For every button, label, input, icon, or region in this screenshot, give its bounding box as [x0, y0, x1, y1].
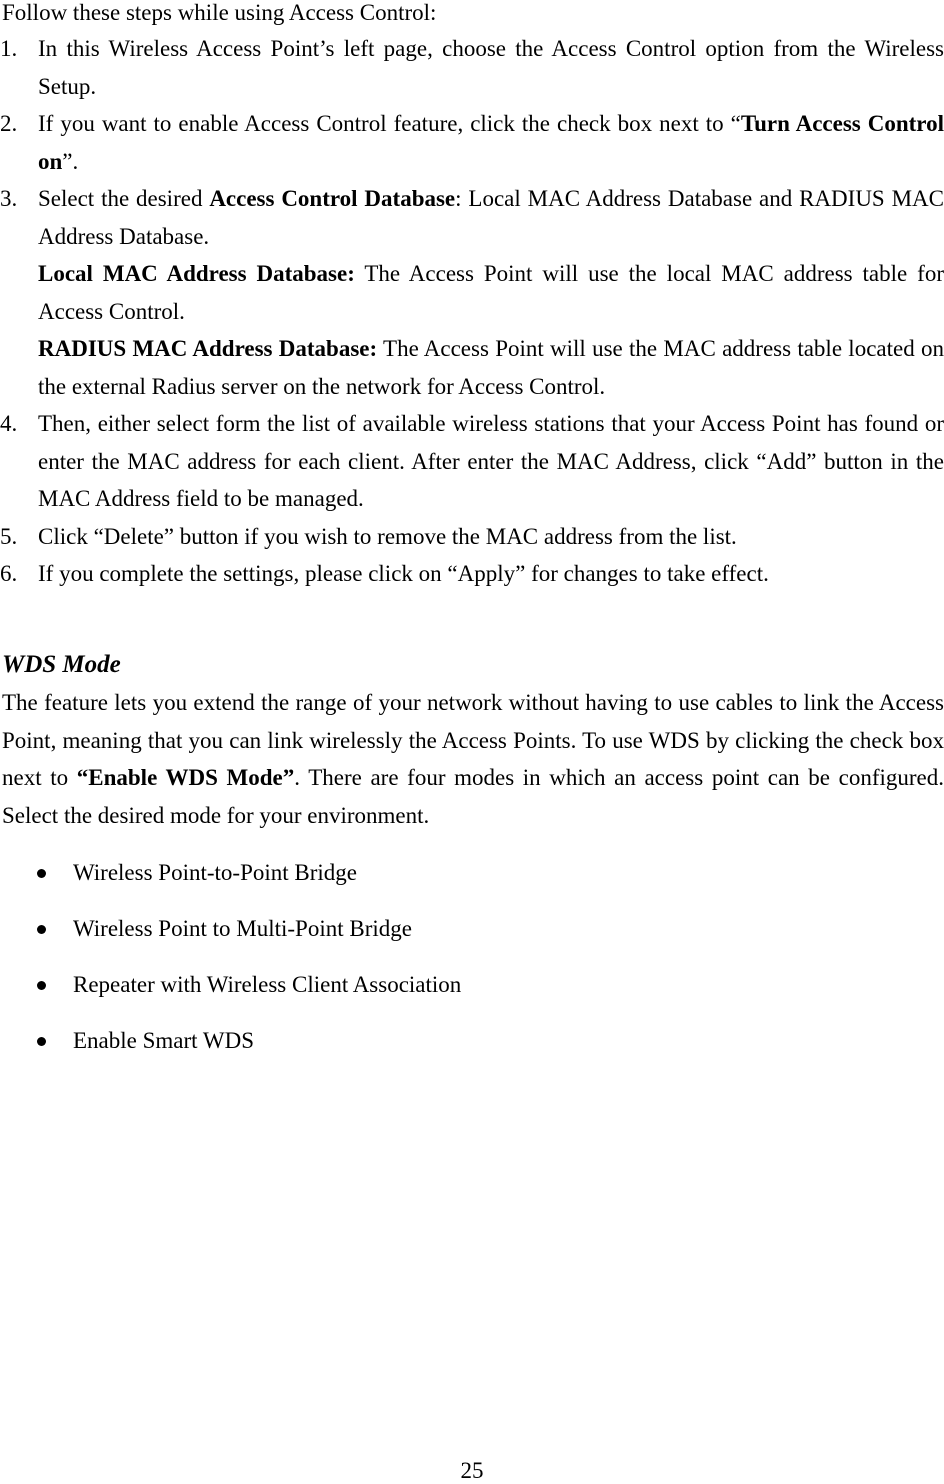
- step-text: Then, either select form the list of available wireless stations that your Access Point has found or enter the MAC address for each client. After enter the MAC Address, click “Add” button in the MAC Address field to be managed.: [38, 411, 944, 511]
- step-item: [0, 518, 944, 556]
- step-text: If you want to enable Access Control feature, click the check box next to “: [38, 111, 741, 136]
- list-item: [0, 854, 944, 910]
- step-text: In this Wireless Access Point’s left page, choose the Access Control option from the Wireless Setup.: [38, 36, 944, 99]
- wds-text: The feature lets you extend the range of your network without having to use cables to link the Access Point, meaning that you can link wirelessly the Access Points. To use WDS by clicking the check box next to: [2, 690, 944, 790]
- section-heading-wds: WDS Mode: [2, 651, 121, 678]
- sub-text: The Access Point will use the MAC address table located on the external Radius server on the network for Access Control.: [38, 336, 944, 399]
- step-text-tail: ”.: [62, 148, 79, 174]
- step-number: 5.: [0, 523, 18, 549]
- list-item: [0, 1022, 944, 1078]
- step-number: 2.: [0, 111, 18, 136]
- wds-paragraph: [2, 684, 944, 834]
- step-item: [0, 555, 944, 593]
- step-number: 3.: [0, 186, 18, 211]
- bullet-dot-icon: [37, 869, 46, 878]
- step-text: Click “Delete” button if you wish to remove the MAC address from the list.: [38, 523, 737, 549]
- step-item: [0, 30, 944, 105]
- wds-text-tail: . There are four modes in which an access point can be configured. Select the desired mode for your environment.: [2, 765, 944, 828]
- step-text: Select the desired: [38, 186, 210, 211]
- step-item: [0, 105, 944, 180]
- page-number: 25: [460, 1458, 484, 1483]
- steps-list: [0, 30, 944, 593]
- step-item: [0, 405, 944, 518]
- step-number: 4.: [0, 411, 18, 436]
- step-number: 6.: [0, 561, 18, 586]
- sub-item-radius-mac: [0, 330, 944, 405]
- sub-item-local-mac: [0, 255, 944, 330]
- step-item: [0, 180, 944, 255]
- list-item-text: Repeater with Wireless Client Association: [73, 972, 462, 997]
- step-bold-term: Turn Access Control on: [38, 111, 944, 174]
- sub-term: Local MAC Address Database:: [38, 261, 355, 286]
- step-text: If you complete the settings, please click on “Apply” for changes to take effect.: [38, 561, 769, 586]
- list-item-text: Wireless Point to Multi-Point Bridge: [73, 916, 412, 941]
- bullet-dot-icon: [37, 981, 46, 990]
- wds-mode-list: [0, 854, 944, 1078]
- list-item-text: Enable Smart WDS: [73, 1028, 254, 1053]
- step-bold-term: Access Control Database: [209, 186, 456, 211]
- sub-text: The Access Point will use the local MAC address table for Access Control.: [38, 261, 944, 324]
- bullet-dot-icon: [37, 1037, 46, 1046]
- list-item-text: Wireless Point-to-Point Bridge: [73, 860, 357, 885]
- wds-bold-term: “Enable WDS Mode”: [76, 765, 295, 790]
- list-item: [0, 910, 944, 966]
- step-number: 1.: [0, 36, 18, 61]
- sub-term: RADIUS MAC Address Database:: [38, 336, 378, 361]
- step-text-tail: : Local MAC Address Database and RADIUS MAC Address Database.: [38, 186, 944, 249]
- intro-text: Follow these steps while using Access Control:: [2, 0, 437, 25]
- list-item: [0, 966, 944, 1022]
- bullet-dot-icon: [37, 925, 46, 934]
